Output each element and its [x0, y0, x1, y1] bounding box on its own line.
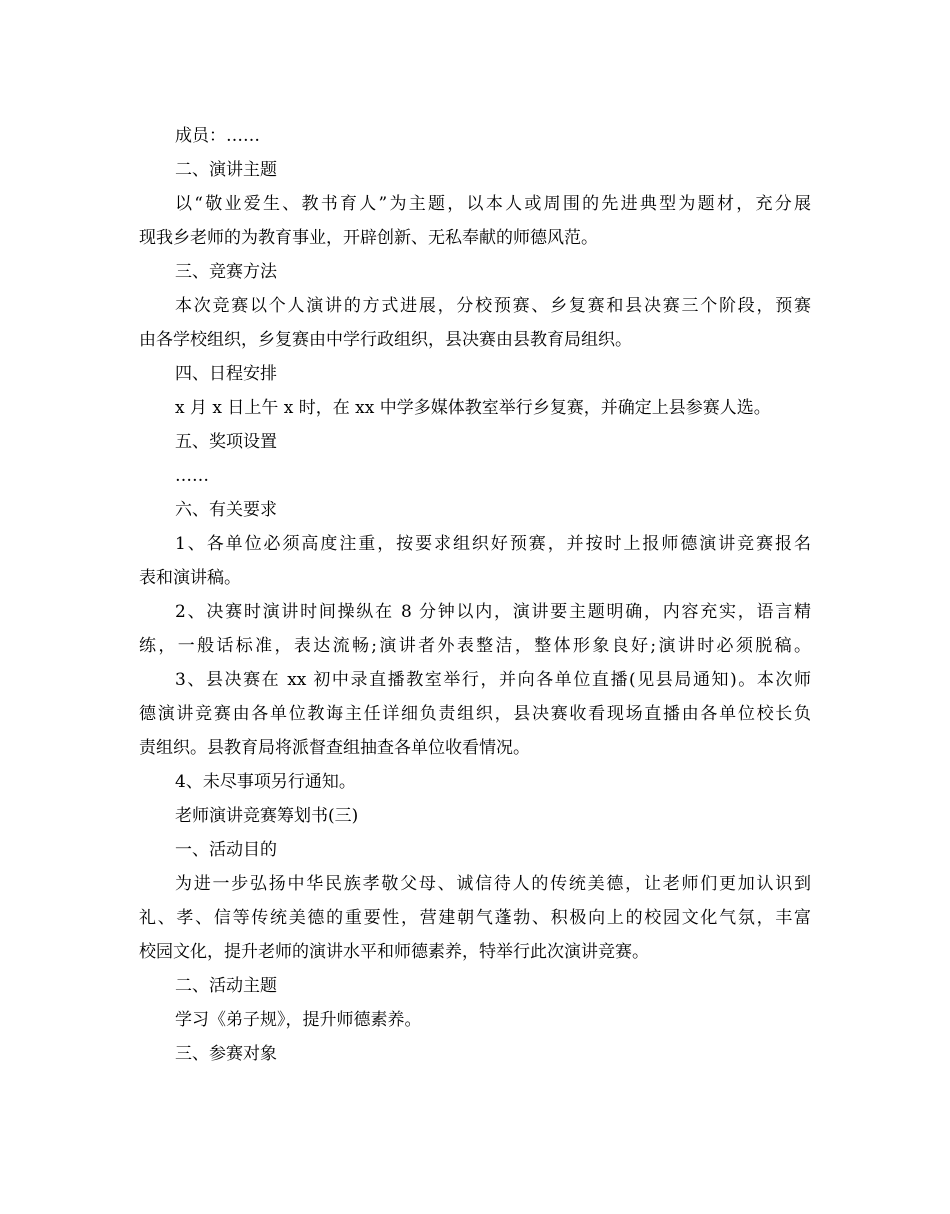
text-line: 二、活动主题 [175, 976, 277, 996]
text-line: 2、决赛时演讲时间操纵在 8 分钟以内，演讲要主题明确，内容充实，语言精 [175, 602, 811, 622]
text-line: 礼、孝、信等传统美德的重要性，营建朝气蓬勃、积极向上的校园文化气氛，丰富 [139, 908, 811, 928]
text-line: 本次竞赛以个人演讲的方式进展，分校预赛、乡复赛和县决赛三个阶段，预赛 [175, 296, 811, 316]
text-line: 校园文化，提升老师的演讲水平和师德素养，特举行此次演讲竞赛。 [139, 942, 649, 962]
document-body [139, 119, 811, 1071]
text-line: 六、有关要求 [175, 500, 277, 520]
text-line: x 月 x 日上午 x 时，在 xx 中学多媒体教室举行乡复赛，并确定上县参赛人选。 [175, 398, 771, 418]
text-line: 3、县决赛在 xx 初中录直播教室举行，并向各单位直播(见县局通知)。本次师 [175, 670, 811, 690]
text-line: 四、日程安排 [175, 364, 277, 384]
text-line: 练，一般话标准，表达流畅;演讲者外表整洁，整体形象良好;演讲时必须脱稿。 [139, 636, 811, 656]
text-line: 成员：…… [175, 126, 260, 146]
text-line: 一、活动目的 [175, 840, 277, 860]
text-line: 三、参赛对象 [175, 1044, 277, 1064]
text-line: 德演讲竞赛由各单位教诲主任详细负责组织，县决赛收看现场直播由各单位校长负 [139, 704, 811, 724]
text-line: 表和演讲稿。 [139, 568, 241, 588]
text-line: 学习《弟子规》，提升师德素养。 [175, 1010, 422, 1030]
text-line: 二、演讲主题 [175, 160, 277, 180]
text-line: 老师演讲竞赛筹划书(三) [175, 806, 359, 826]
text-line: 三、竞赛方法 [175, 262, 277, 282]
text-line: 现我乡老师的为教育事业，开辟创新、无私奉献的师德风范。 [139, 228, 598, 248]
text-line: 以“敬业爱生、教书育人”为主题，以本人或周围的先进典型为题材，充分展 [175, 194, 811, 214]
text-line: 责组织。县教育局将派督查组抽查各单位收看情况。 [139, 738, 530, 758]
text-line: 4、未尽事项另行通知。 [175, 772, 356, 792]
text-line: 1、各单位必须高度注重，按要求组织好预赛，并按时上报师德演讲竞赛报名 [175, 534, 811, 554]
text-line: 由各学校组织，乡复赛由中学行政组织，县决赛由县教育局组织。 [139, 330, 632, 350]
text-line: …… [175, 466, 209, 486]
text-line: 五、奖项设置 [175, 432, 277, 452]
text-line: 为进一步弘扬中华民族孝敬父母、诚信待人的传统美德，让老师们更加认识到 [175, 874, 811, 894]
